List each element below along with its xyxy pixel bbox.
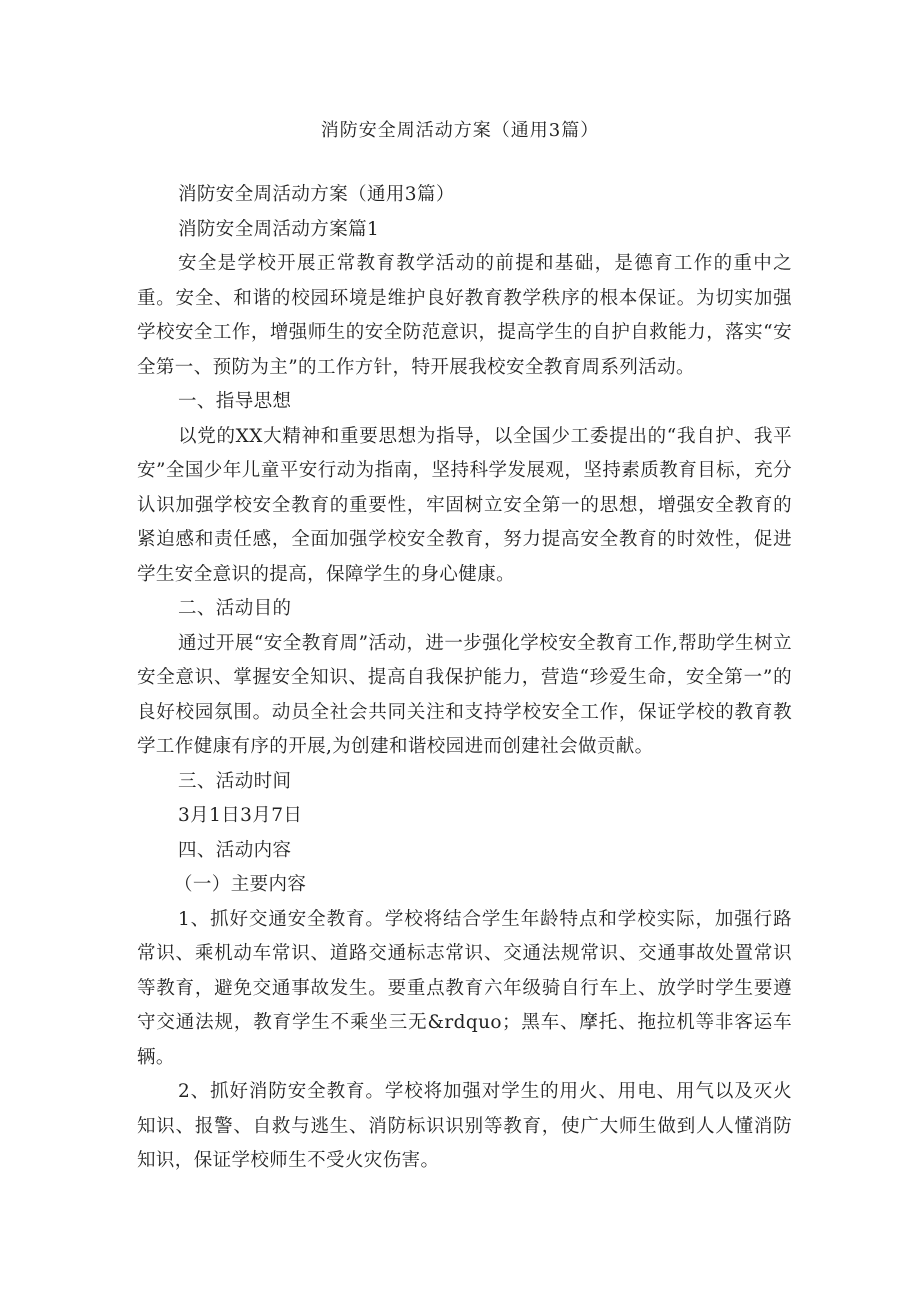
heading-activity-purpose: 二、活动目的 [178,598,292,619]
guiding-ideology-paragraph: 以党的XX大精神和重要思想为指导，以全国少工委提出的“我自护、我平安”全国少年儿童平安行动为指南，坚持科学发展观，坚持素质教育目标，充分认识加强学校安全教育的重要性，牢固树立安全第一的思想，增强安全教育的紧迫感和责任感，全面加强学校安全教育，努力提高安全教育的时效性，促进学生安全意识的提高，保障学生的身心健康。 [137,425,792,585]
activity-purpose-paragraph: 通过开展“安全教育周”活动，进一步强化学校安全教育工作,帮助学生树立安全意识、掌握安全知识、提高自我保护能力，营造“珍爱生命，安全第一”的良好校园氛围。动员全社会共同关注和支持学校安全工作，保证学校的教育教学工作健康有序的开展,为创建和谐校园进而创建社会做贡献。 [137,632,792,757]
intro-paragraph: 安全是学校开展正常教育教学活动的前提和基础，是德育工作的重中之重。安全、和谐的校园环境是维护良好教育教学秩序的根本保证。为切实加强学校安全工作，增强师生的安全防范意识，提高学生的自护自救能力，落实“安全第一、预防为主”的工作方针，特开展我校安全教育周系列活动。 [137,253,792,378]
document-subtitle: 消防安全周活动方案（通用3篇） [178,184,455,205]
traffic-safety-paragraph: 1、抓好交通安全教育。学校将结合学生年龄特点和学校实际，加强行路常识、乘机动车常识、道路交通标志常识、交通法规常识、交通事故处置常识等教育，避免交通事故发生。要重点教育六年级骑自行车上、放学时学生要遵守交通法规，教育学生不乘坐三无&rdquo；黑车、摩托、拖拉机等非客运车辆。 [137,908,792,1068]
document-title: 消防安全周活动方案（通用3篇） [320,120,600,141]
heading-main-content: （一）主要内容 [174,874,307,895]
heading-activity-content: 四、活动内容 [178,839,292,861]
document-body [137,178,792,1179]
activity-time-value: 3月1日3月7日 [178,805,303,826]
heading-guiding-ideology: 一、指导思想 [178,391,292,412]
section-heading-part-1: 消防安全周活动方案篇1 [178,218,380,240]
fire-safety-paragraph: 2、抓好消防安全教育。学校将加强对学生的用火、用电、用气以及灭火知识、报警、自救与逃生、消防标识识别等教育，使广大师生做到人人懂消防知识，保证学校师生不受火灾伤害。 [137,1081,792,1171]
heading-activity-time: 三、活动时间 [178,770,292,792]
